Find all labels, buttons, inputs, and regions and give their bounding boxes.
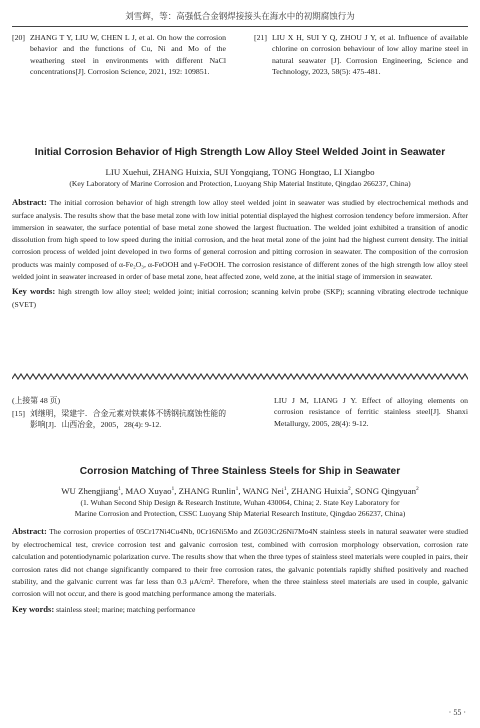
continued-references <box>12 395 468 430</box>
article-2-abstract-block <box>12 466 468 616</box>
article-1-authors: LIU Xuehui, ZHANG Huixia, SUI Yongqiang, TONG Hongtao, LI Xiangbo <box>105 167 375 177</box>
author-affiliation-mark: 1 <box>283 486 287 493</box>
article-1-title: Initial Corrosion Behavior of High Strength Low Alloy Steel Welded Joint in Seawater <box>34 147 446 158</box>
article-2-abstract <box>12 525 468 600</box>
abstract-text: The initial corrosion behavior of high strength low alloy steel welded joint in seawater was studied by electrochemical methods and surface analysis. The results show that the base metal zone with low initial potential displayed the highest corrosion tendency before immersion. After immersion in seawater, the surface potential of base metal zone showed the largest fluctuation. The welded joint exhibited a transition of anodic dissolution from high speed to low speed during the initial corrosion, and the heat metal zone of the joint had the highest current density. The initial corrosion process of welded joint developed in two forms of general corrosion and pitting corrosion in seawater. The composition of the corrosion products was mainly composed of α-Fe₂O₃, α-FeOOH and γ-FeOOH. The corrosion resistance of different zones of the high strength low alloy steel welded joint in seawater increased in order of base metal zone, heat affected zone, weld zone, at the initial stage of immersion in seawater. <box>12 197 468 282</box>
article-2-title: Corrosion Matching of Three Stainless Steels for Ship in Seawater <box>79 466 401 477</box>
reference-item <box>254 32 468 77</box>
keywords-text: high strength low alloy steel; welded joint; initial corrosion; scanning kelvin probe (SKP); scanning vibrating electrode technique (SVET) <box>12 287 468 309</box>
keywords-text: stainless steel; marine; matching performance <box>56 604 196 614</box>
article-2-authors: WU Zhengjiang$^1$, MAO Xuyao$^1$, ZHANG Runlin$^1$, WANG Nei$^1$, ZHANG Huixia$^2$, SONG Qingyuan$^2$ <box>61 486 419 496</box>
keywords-label: Key words: <box>12 286 56 297</box>
author-affiliation-mark: 1 <box>171 486 175 493</box>
reference-text: LIU X H, SUI Y Q, ZHOU J Y, et al. Influence of available chlorine on corrosion behaviour of low alloy marine steel in natural seawater [J]. Corrosion Engineering, Science and Technology, 2023, 58(5): 475-481. <box>272 33 468 76</box>
wave-divider <box>12 373 468 381</box>
abstract-label: Abstract: <box>12 526 47 537</box>
author: WU Zhengjiang$^1$ <box>61 486 121 496</box>
author-affiliation-mark: 2 <box>416 486 419 493</box>
article-2-keywords <box>12 603 468 616</box>
keywords-label: Key words: <box>12 603 55 614</box>
article-1-abstract <box>12 196 468 284</box>
author-affiliation-mark: 1 <box>118 486 121 493</box>
abstract-label: Abstract: <box>12 196 47 207</box>
reference-item <box>12 408 226 431</box>
abstract-text: The corrosion properties of 05Cr17Ni4Cu4Nb, 0Cr16Ni5Mo and ZG03Cr26Ni7Mo4N stainless steels in natural seawater were studied by electrochemical test, crevice corrosion test and galvanic corrosion test, combined with corrosion morphology observation, corrosion rate calculation and potentiodynamic polarization curve. The results show that when the three types of stainless steel materials were coupled in pairs, their corrosion rates did not change significantly compared to their free corrosion rates, the galvanic potentials rapidly shifted positively and reached stability, and the galvanic current was far less than 0.3 μA/cm². Therefore, when the three stainless steel materials are used in couple, galvanic corrosion will not occur, and there is good matching performance among the materials. <box>12 527 469 599</box>
reference-right-column <box>254 32 468 77</box>
author: WANG Nei$^1$ <box>242 486 287 496</box>
reference-text: LIU J M, LIANG J Y. Effect of alloying elements on corrosion resistance of ferritic stainless steel[J]. Shanxi Metallurgy, 2005, 28(4): 9-12. <box>274 396 468 428</box>
running-header: 刘雪辉，等：高强低合金钢焊接接头在海水中的初期腐蚀行为 <box>125 11 355 21</box>
author-affiliation-mark: 2 <box>348 486 351 493</box>
continued-left-column <box>12 408 226 431</box>
continued-note: (上接第 48 页) <box>12 396 61 405</box>
continued-right-column <box>274 395 468 429</box>
reference-number: [21] <box>254 33 267 42</box>
reference-text: ZHANG T Y, LIU W, CHEN L J, et al. On how the corrosion behavior and the functions of Cu, Ni and Mo of the weathering steel in environments with different NaCl concentrations[J]. Corrosion Science, 2021, 192: 109851. <box>30 33 226 76</box>
page-number: · 55 · <box>448 708 466 717</box>
article-1-affiliation: (Key Laboratory of Marine Corrosion and Protection, Luoyang Ship Material Institute, Qingdao 266237, China) <box>69 179 411 188</box>
article-1-keywords <box>12 285 468 310</box>
article-2-affiliation <box>12 498 468 519</box>
article-1-abstract-block <box>12 147 468 310</box>
reference-number: [20] <box>12 33 25 42</box>
affiliation-line: Marine Corrosion and Protection, CSSC Luoyang Ship Material Research Institute, Qingdao 266237, China) <box>74 508 406 518</box>
author-affiliation-mark: 1 <box>235 486 239 493</box>
author: SONG Qingyuan$^2$ <box>355 486 419 496</box>
author: ZHANG Runlin$^1$ <box>178 486 239 496</box>
author: ZHANG Huixia$^2$ <box>291 486 351 496</box>
reference-left-column <box>12 32 226 77</box>
affiliation-line: (1. Wuhan Second Ship Design & Research Institute, Wuhan 430064, China; 2. State Key Laboratory for <box>80 498 400 507</box>
author: MAO Xuyao$^1$ <box>125 486 175 496</box>
reference-number: [15] <box>12 409 25 418</box>
reference-item <box>12 32 226 77</box>
reference-text: 刘继明，梁建宇．合金元素对铁素体不锈钢抗腐蚀性能的影响[J]．山西冶金，2005，28(4): 9-12. <box>30 409 226 430</box>
header-rule <box>12 26 468 27</box>
reference-item <box>274 395 468 429</box>
